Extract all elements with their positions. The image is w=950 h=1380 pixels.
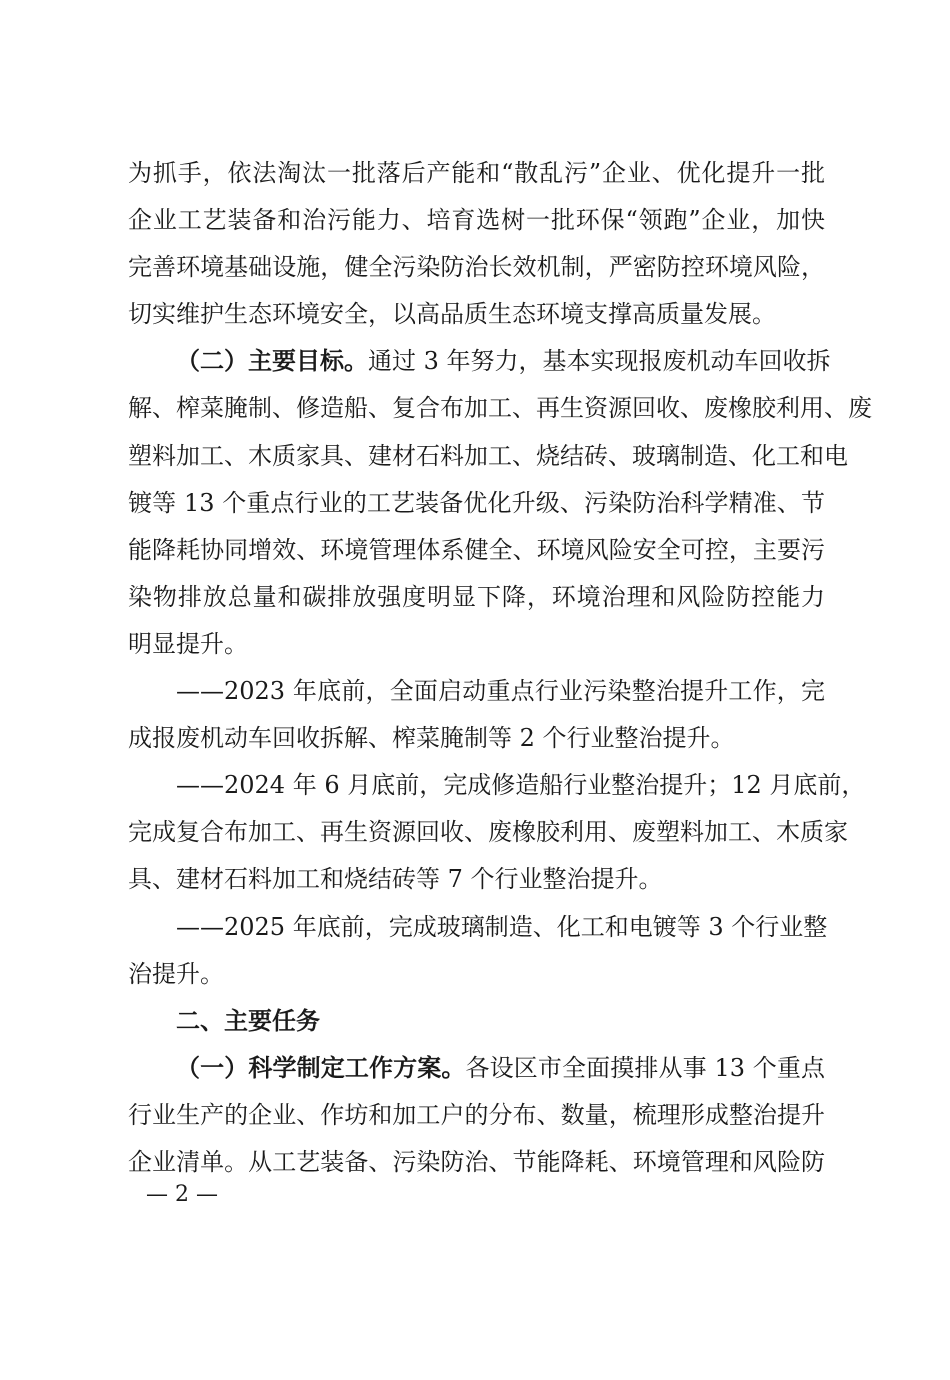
task1-lead: （一）科学制定工作方案。 <box>176 1053 466 1082</box>
text-line: 具、建材石料加工和烧结砖等 7 个行业整治提升。 <box>128 865 663 894</box>
body-text <box>128 150 872 1186</box>
paragraph-main-goals <box>128 338 872 668</box>
text-line: 完成复合布加工、再生资源回收、废橡胶利用、废塑料加工、木质家 <box>128 818 848 847</box>
goals-lead: （二）主要目标。 <box>176 347 368 376</box>
paragraph-milestone-2023 <box>128 668 825 762</box>
text-line <box>128 338 831 385</box>
text-line: 成报废机动车回收拆解、榨菜腌制等 2 个行业整治提升。 <box>128 724 735 753</box>
text-line: 企业清单。从工艺装备、污染防治、节能降耗、环境管理和风险防 <box>128 1147 825 1176</box>
paragraph-intro <box>128 150 825 338</box>
paragraph-task-1 <box>128 1045 825 1186</box>
paragraph-milestone-2024 <box>128 762 866 903</box>
section-heading: 二、主要任务 <box>176 1006 320 1035</box>
text-line: 完善环境基础设施，健全污染防治长效机制，严密防控环境风险， <box>128 253 825 282</box>
text-line: 镀等 13 个重点行业的工艺装备优化升级、污染防治科学精准、节 <box>128 488 825 517</box>
text-line: 企业工艺装备和治污能力、培育选树一批环保“领跑”企业，加快 <box>128 206 825 235</box>
text-line: 为抓手，依法淘汰一批落后产能和“散乱污”企业、优化提升一批 <box>128 159 825 187</box>
text-line: 染物排放总量和碳排放强度明显下降，环境治理和风险防控能力 <box>128 582 825 611</box>
page-number: — 2 — <box>146 1182 218 1207</box>
text-line: 能降耗协同增效、环境管理体系健全、环境风险安全可控，主要污 <box>128 535 825 564</box>
text-line: ——2023 年底前，全面启动重点行业污染整治提升工作，完 <box>176 677 825 706</box>
text-line <box>128 1045 825 1092</box>
text-line: ——2025 年底前，完成玻璃制造、化工和电镀等 3 个行业整 <box>176 912 828 941</box>
paragraph-milestone-2025 <box>128 904 828 998</box>
goals-first-line: 通过 3 年努力，基本实现报废机动车回收拆 <box>368 347 831 376</box>
text-line: 切实维护生态环境安全，以高品质生态环境支撑高质量发展。 <box>128 300 776 329</box>
text-line: 明显提升。 <box>128 629 248 658</box>
text-line: 解、榨菜腌制、修造船、复合布加工、再生资源回收、废橡胶利用、废 <box>128 394 872 423</box>
task1-first-line: 各设区市全面摸排从事 13 个重点 <box>465 1053 826 1082</box>
text-line: 行业生产的企业、作坊和加工户的分布、数量，梳理形成整治提升 <box>128 1100 825 1129</box>
text-line: 治提升。 <box>128 959 224 988</box>
text-line: 塑料加工、木质家具、建材石料加工、烧结砖、玻璃制造、化工和电 <box>128 441 848 470</box>
text-line: ——2024 年 6 月底前，完成修造船行业整治提升；12 月底前， <box>176 771 866 800</box>
